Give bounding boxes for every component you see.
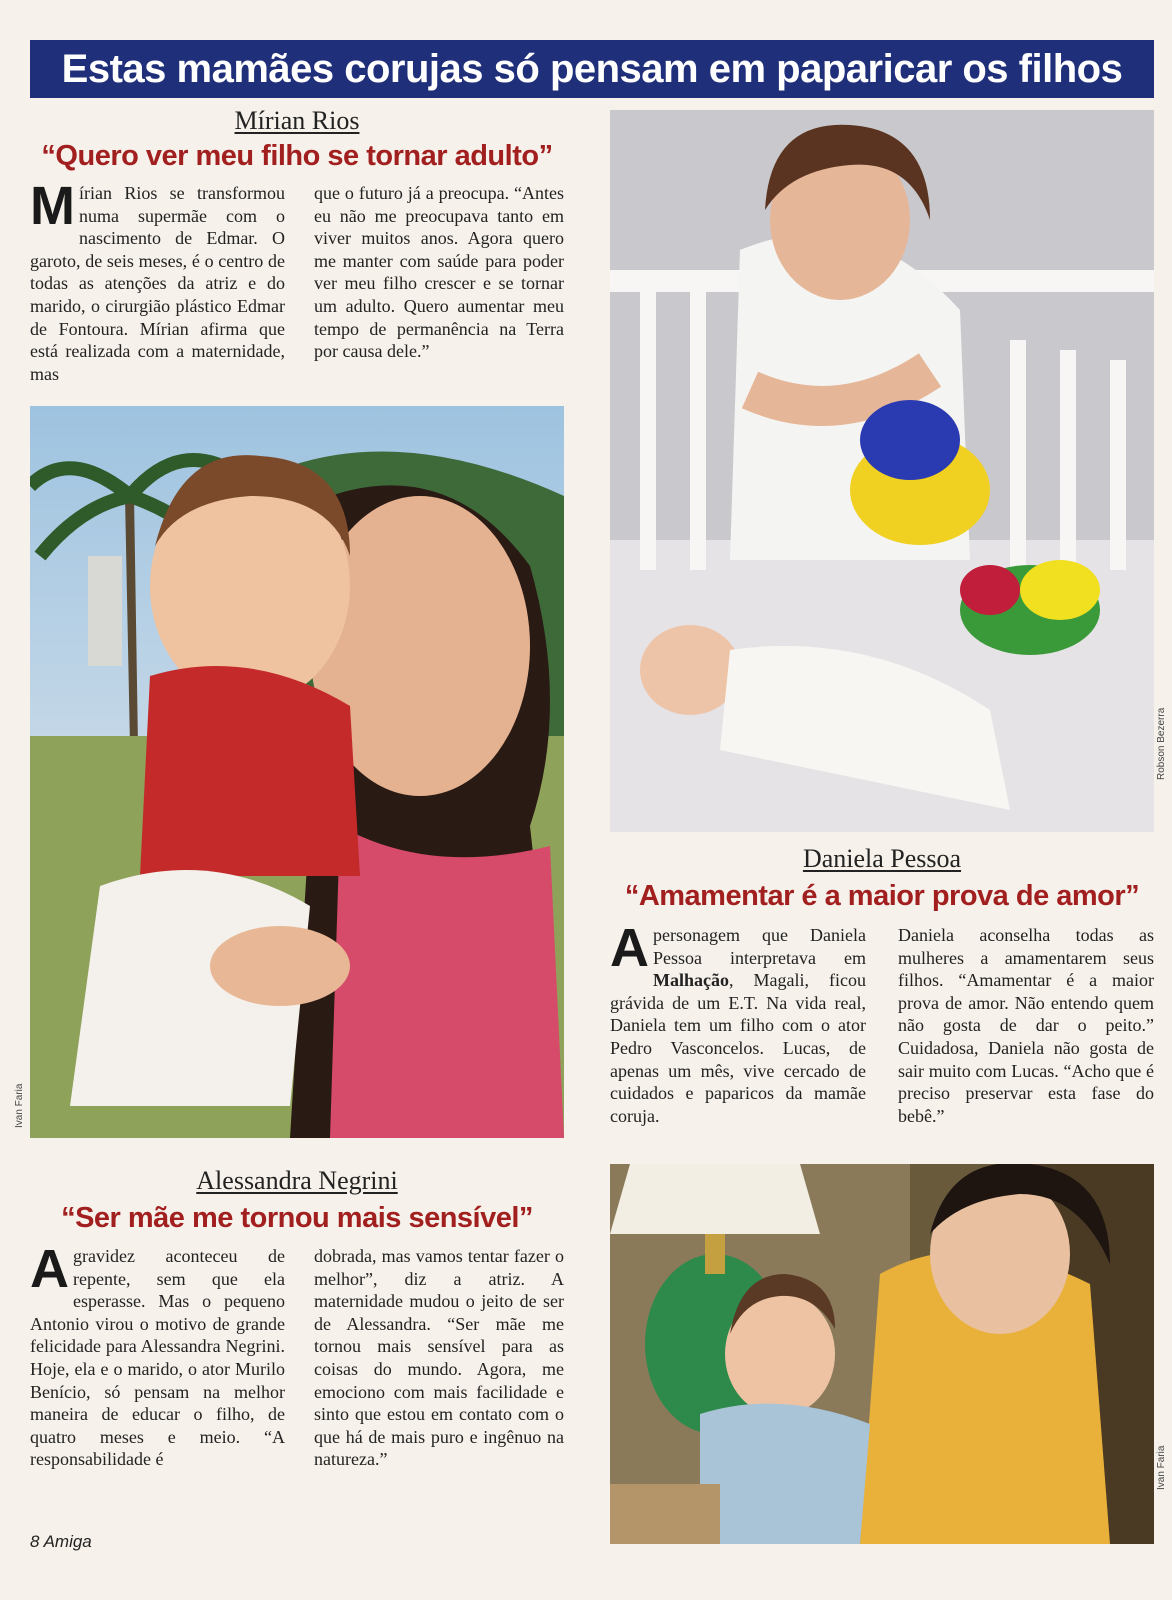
page-footer	[30, 1532, 92, 1552]
daniela-photo-credit: Robson Bezerra	[1156, 707, 1167, 780]
mirian-text-1: írian Rios se transformou numa supermãe com o nascimento de Edmar. O garoto, de seis meses, é o centro de todas as atenções da atriz e do marido, o cirurgião plástico Edmar de Fontoura. Mírian afirma que está realizada com a maternidade, mas	[30, 183, 285, 384]
daniela-text-1b: , Magali, ficou grávida de um E.T. Na vida real, Daniela tem um filho com o ator Pedro Vasconcelos. Lucas, de apenas um mês, vive cercado de cuidados e paparicos da mamãe coruja.	[610, 970, 866, 1126]
mirian-photo	[30, 406, 564, 1138]
mirian-text-col2	[314, 182, 564, 363]
mirian-dropcap: M	[30, 176, 75, 236]
alessandra-text-1: gravidez aconteceu de repente, sem que ela esperasse. Mas o pequeno Antonio virou o motivo de grande felicidade para Alessandra Negrini. Hoje, ela e o marido, o ator Murilo Benício, só pensam na melhor maneira de educar o filho, de quatro meses e meio. “A responsabilidade é	[30, 1246, 285, 1470]
daniela-dropcap: A	[610, 918, 649, 978]
daniela-headline: “Amamentar é a maior prova de amor”	[624, 880, 1140, 912]
mirian-name: Mírian Rios	[234, 106, 360, 135]
mirian-text-col1	[30, 176, 285, 385]
mirian-headline: “Quero ver meu filho se tornar adulto”	[41, 140, 553, 172]
daniela-text-1a: personagem que Daniela Pessoa interpretava em	[653, 925, 866, 968]
alessandra-text-2: dobrada, mas vamos tentar fazer o melhor”, diz a atriz. A maternidade mudou o jeito de ser de Alessandra. “Ser mãe me tornou mais sensível para as coisas do mundo. Agora, me emociono com mais facilidade e sinto que estou em contato com o que há de mais puro e ingênuo na natureza.”	[314, 1246, 564, 1470]
daniela-text-col2	[898, 924, 1154, 1127]
daniela-name: Daniela Pessoa	[802, 844, 962, 873]
daniela-photo	[610, 110, 1154, 832]
alessandra-dropcap: A	[30, 1239, 69, 1299]
alessandra-text-col1	[30, 1239, 285, 1471]
alessandra-headline: “Ser mãe me tornou mais sensível”	[61, 1202, 533, 1234]
mirian-text-2: que o futuro já a preocupa. “Antes eu não me preocupava tanto em viver muitos anos. Agora quero me manter com saúde para poder ver meu filho crescer e se tornar um adulto. Quero aumentar meu tempo de permanência na Terra por causa dele.”	[314, 183, 564, 362]
alessandra-name: Alessandra Negrini	[196, 1166, 398, 1195]
page-title: Estas mamães corujas só pensam em paparicar os filhos	[61, 47, 1123, 91]
daniela-text-2: Daniela aconselha todas as mulheres a amamentarem seus filhos. “Amamentar é a maior prova de amor. Não entendo quem não gosta de dar o peito.” Cuidadosa, Daniela não gosta de sair muito com Lucas. “Acho que é preciso preservar esta fase do bebê.”	[898, 925, 1154, 1126]
alessandra-text-col2	[314, 1245, 564, 1471]
page-title-banner	[30, 40, 1154, 98]
alessandra-photo-credit: Ivan Faria	[1156, 1445, 1167, 1490]
magazine-name: Amiga	[43, 1532, 92, 1551]
daniela-photo-image	[610, 110, 1154, 832]
mirian-photo-credit: Ivan Faria	[14, 1083, 25, 1128]
alessandra-photo-image	[610, 1164, 1154, 1544]
mirian-photo-image	[30, 406, 564, 1138]
page-number: 8	[30, 1532, 40, 1551]
daniela-text-col1	[610, 918, 866, 1127]
daniela-text-malhacao: Malhação	[653, 970, 729, 991]
alessandra-photo	[610, 1164, 1154, 1544]
